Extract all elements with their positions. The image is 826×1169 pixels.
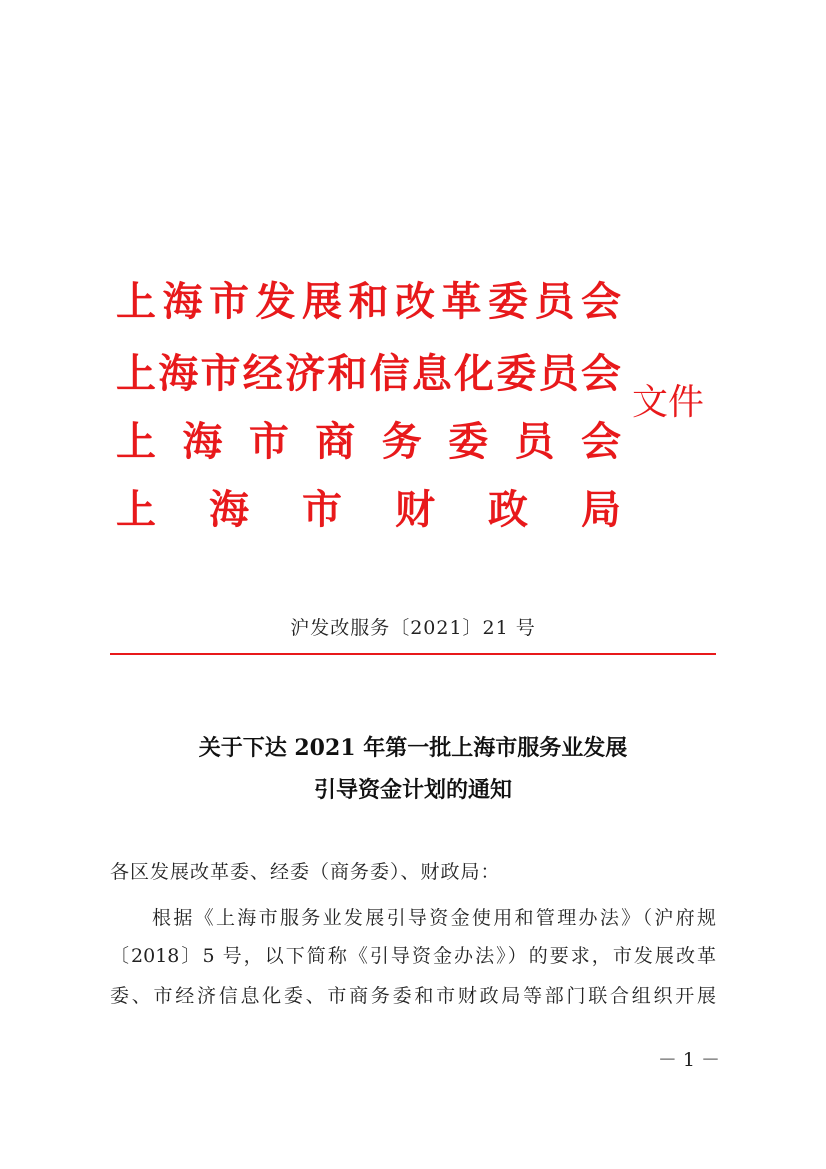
issuer-char: 市	[209, 278, 249, 325]
issuer-char: 和	[327, 350, 368, 397]
issuer-char: 财	[395, 486, 435, 533]
document-word: 文件	[632, 382, 705, 423]
issuer-line	[116, 410, 621, 474]
issuer-char: 经	[242, 350, 283, 397]
issuer-char: 改	[395, 278, 435, 325]
issuer-char: 会	[580, 350, 621, 397]
issuer-line	[116, 270, 621, 334]
issuer-char: 市	[302, 486, 342, 533]
issuer-char: 员	[514, 418, 555, 465]
issuer-char: 市	[200, 350, 241, 397]
issuer-char: 政	[488, 486, 528, 533]
issuer-char: 会	[580, 418, 621, 465]
issuer-char: 上	[116, 486, 156, 533]
issuer-char: 商	[315, 418, 356, 465]
salutation: 各区发展改革委、经委（商务委）、财政局：	[110, 861, 501, 883]
issuer-char: 展	[302, 278, 342, 325]
issuer-char: 和	[348, 278, 389, 325]
issuer-char: 委	[496, 350, 537, 397]
page-number: － 1 －	[657, 1049, 720, 1071]
issuer-char: 委	[448, 418, 489, 465]
document-title-line-1: 关于下达 2021 年第一批上海市服务业发展	[198, 735, 628, 761]
document-number: 沪发改服务〔2021〕21 号	[290, 617, 536, 639]
issuer-char: 上	[116, 350, 156, 397]
paragraph-line: 〔2018〕5 号，以下简称《引导资金办法》）的要求，市发展改革	[110, 945, 716, 967]
issuer-line	[116, 478, 621, 542]
paragraph-line: 根据《上海市服务业发展引导资金使用和管理办法》（沪府规	[152, 907, 716, 929]
issuer-line	[116, 342, 621, 406]
issuer-char: 员	[534, 278, 575, 325]
issuer-char: 海	[209, 486, 249, 533]
issuer-char: 海	[162, 278, 203, 325]
document-title-line-2: 引导资金计划的通知	[313, 777, 512, 803]
red-divider-line	[110, 653, 716, 655]
issuer-char: 发	[255, 278, 296, 325]
paragraph-line: 委、市经济信息化委、市商务委和市财政局等部门联合组织开展	[110, 985, 716, 1007]
issuer-char: 委	[488, 278, 528, 325]
issuer-char: 上	[116, 418, 156, 465]
issuer-char: 革	[441, 278, 482, 325]
issuer-char: 市	[248, 418, 289, 465]
issuer-char: 海	[158, 350, 199, 397]
issuer-char: 化	[454, 350, 495, 397]
issuer-char: 会	[581, 278, 621, 325]
issuer-char: 海	[182, 418, 223, 465]
issuer-char: 员	[538, 350, 579, 397]
issuer-char: 信	[369, 350, 410, 397]
issuer-char: 息	[411, 350, 452, 397]
issuer-char: 济	[285, 350, 326, 397]
issuer-char: 务	[381, 418, 422, 465]
issuer-char: 局	[581, 486, 621, 533]
issuer-char: 上	[116, 278, 156, 325]
